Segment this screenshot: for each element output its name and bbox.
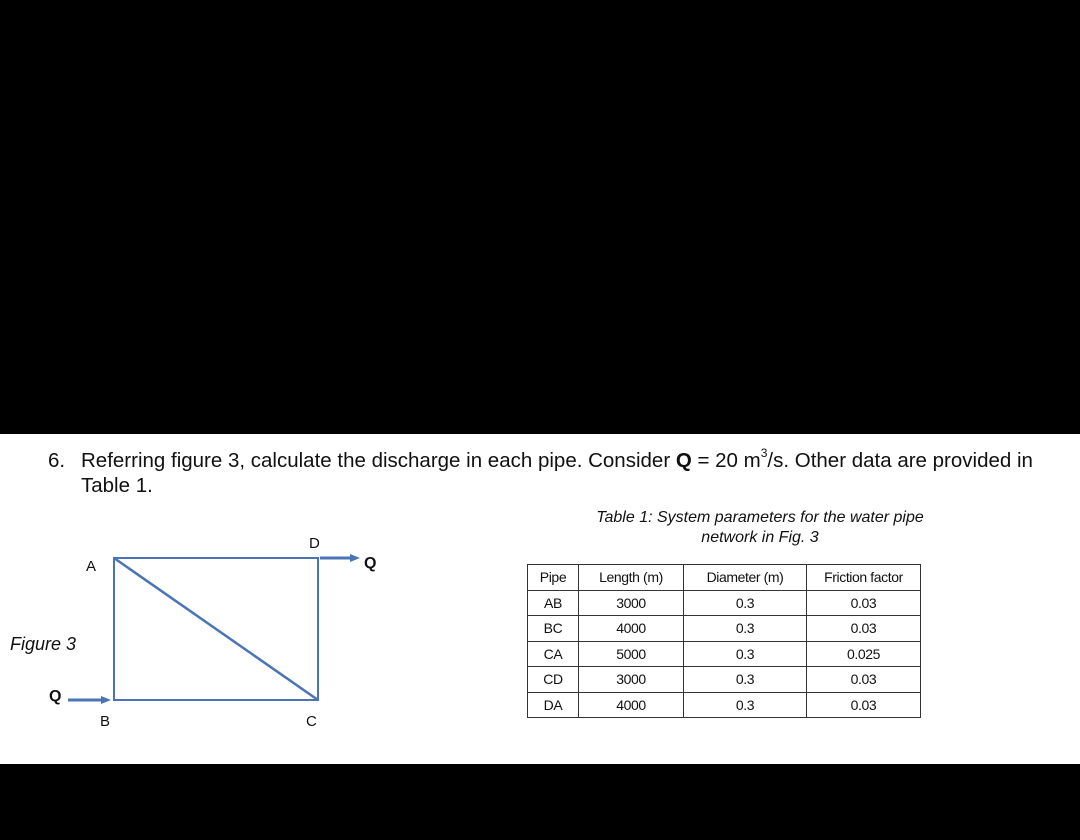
cell-length: 3000 <box>579 590 684 616</box>
cell-diameter: 0.3 <box>684 616 807 642</box>
document-page <box>0 434 1080 764</box>
header-pipe: Pipe <box>528 565 579 591</box>
cell-friction: 0.03 <box>807 616 921 642</box>
cell-friction: 0.03 <box>807 590 921 616</box>
cell-friction: 0.03 <box>807 692 921 718</box>
node-label-a: A <box>86 558 97 575</box>
table-caption-line1: Table 1: System parameters for the water pipe <box>596 509 924 526</box>
cell-diameter: 0.3 <box>684 641 807 667</box>
cell-pipe: DA <box>528 692 579 718</box>
header-length: Length (m) <box>579 565 684 591</box>
cell-length: 4000 <box>579 692 684 718</box>
table-row <box>528 667 921 693</box>
discharge-symbol: Q <box>675 449 692 472</box>
pipe-network-diagram <box>0 524 420 744</box>
cell-pipe: CD <box>528 667 579 693</box>
cell-diameter: 0.3 <box>684 590 807 616</box>
outflow-q-label: Q <box>364 555 377 572</box>
cell-length: 3000 <box>579 667 684 693</box>
cell-diameter: 0.3 <box>684 692 807 718</box>
system-parameters-table <box>527 564 921 718</box>
node-label-c: C <box>306 713 317 730</box>
pipe-ca-diagonal <box>114 558 318 700</box>
node-label-d: D <box>309 535 320 552</box>
cubic-exponent: 3 <box>760 446 768 461</box>
question-text-part1: Referring figure 3, calculate the discharge in each pipe. Consider <box>81 449 676 472</box>
figure-caption: Figure 3 <box>10 634 77 654</box>
question-body <box>81 448 1071 498</box>
table-caption-line2: network in Fig. 3 <box>701 529 819 546</box>
table-row <box>528 641 921 667</box>
cell-length: 4000 <box>579 616 684 642</box>
node-label-b: B <box>100 713 111 730</box>
inflow-arrowhead <box>101 696 111 704</box>
question-text-part2: = 20 m <box>691 449 761 472</box>
cell-friction: 0.025 <box>807 641 921 667</box>
cell-length: 5000 <box>579 641 684 667</box>
table-caption <box>520 508 1000 548</box>
outflow-arrowhead <box>350 554 360 562</box>
header-friction: Friction factor <box>807 565 921 591</box>
table-row <box>528 590 921 616</box>
inflow-q-label: Q <box>49 688 62 705</box>
table-row <box>528 616 921 642</box>
table-row <box>528 692 921 718</box>
table-header-row <box>528 565 921 591</box>
question-text-part3: /s. Other data are provided in Table 1. <box>81 449 1033 497</box>
cell-diameter: 0.3 <box>684 667 807 693</box>
question-number: 6. <box>48 449 66 472</box>
cell-pipe: BC <box>528 616 579 642</box>
header-diameter: Diameter (m) <box>684 565 807 591</box>
cell-friction: 0.03 <box>807 667 921 693</box>
cell-pipe: AB <box>528 590 579 616</box>
cell-pipe: CA <box>528 641 579 667</box>
